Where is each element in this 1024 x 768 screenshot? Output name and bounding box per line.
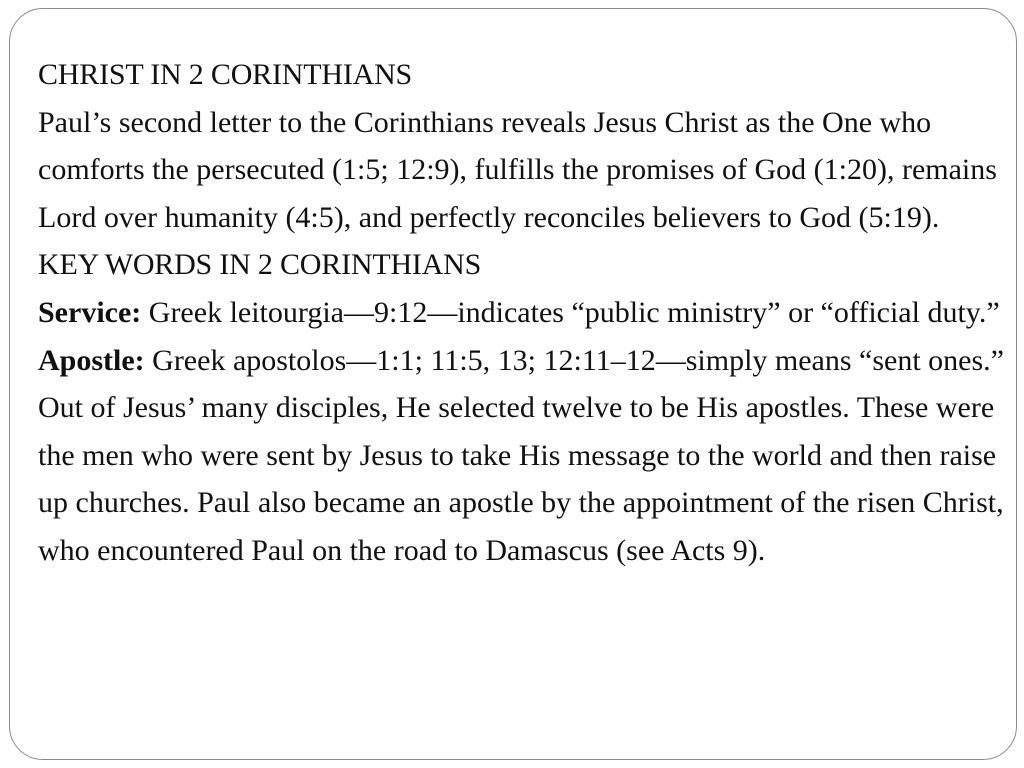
keyword-entry-service [38, 289, 1013, 337]
slide-frame [9, 8, 1017, 760]
keyword-term-apostle: Apostle: [38, 343, 145, 377]
keyword-definition-service: Greek leitourgia—9:12—indicates “public ministry” or “official duty.” [141, 295, 1000, 329]
heading-christ-in-2-corinthians: CHRIST IN 2 CORINTHIANS [38, 58, 413, 91]
heading-key-words: KEY WORDS IN 2 CORINTHIANS [38, 248, 482, 282]
christ-paragraph: Paul’s second letter to the Corinthians reveals Jesus Christ as the One who comforts the persecuted (1:5; 12:9), fulfills the promises of God (1:20), remains Lord over humanity (4:5), and perfectly reconciles believers to God (5:19). [38, 105, 997, 234]
keyword-entry-apostle [38, 337, 1013, 575]
keyword-term-service: Service: [38, 295, 142, 329]
slide-content [38, 51, 1013, 575]
keyword-definition-apostle: Greek apostolos—1:1; 11:5, 13; 12:11–12—simply means “sent ones.” Out of Jesus’ many disciples, He selected twelve to be His apostles. These were the men who were sent by Jesus to take His message to the world and then raise up churches. Paul also became an apostle by the appointment of the risen Christ, who encountered Paul on the road to Damascus (see Acts 9). [38, 343, 1004, 567]
